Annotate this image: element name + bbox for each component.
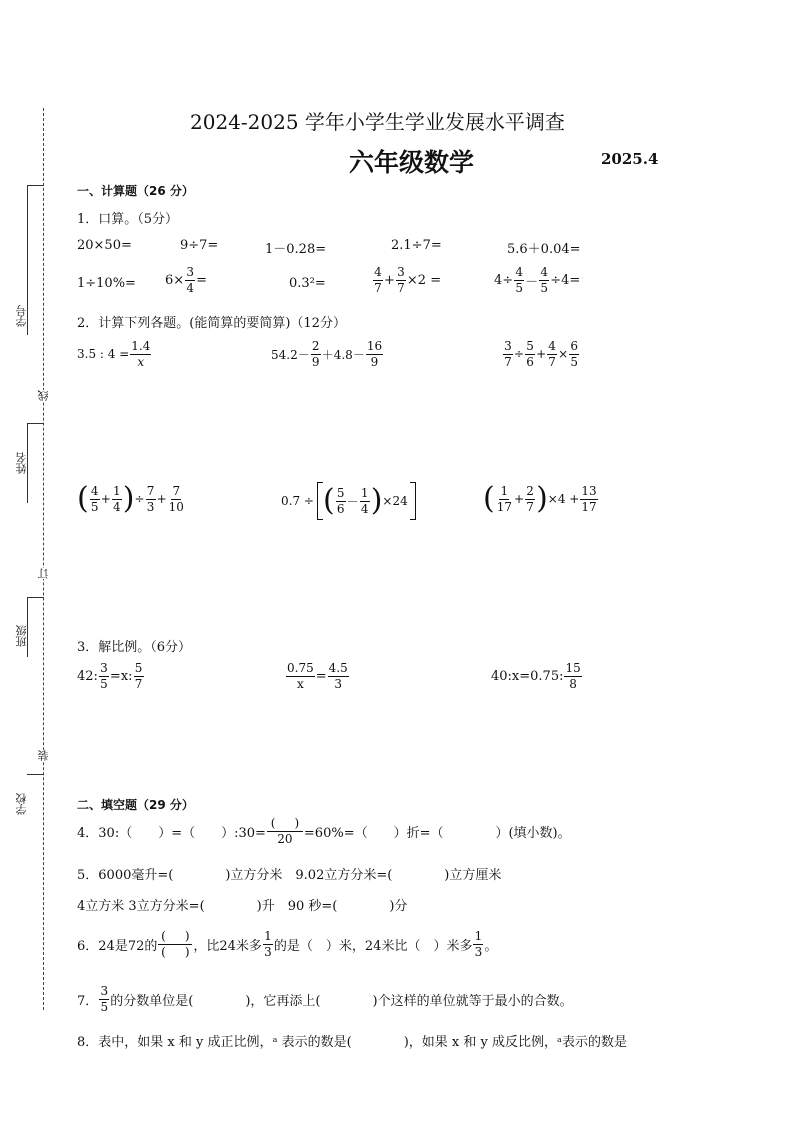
fill-question: 4立方米 3立方分米=( )升 90 秒=( )分: [77, 899, 408, 914]
proportion-expression: $\frac{0.75}{x}$ = $\frac{4.5}{3}$: [287, 661, 348, 691]
line-mark: 线: [37, 390, 50, 401]
calc-expression: 0.7 ÷ ( $\frac{5}{6}$ － $\frac{1}{4}$ ) ×24: [281, 482, 416, 520]
margin-rule: [27, 185, 44, 186]
class-label: 班级: [15, 625, 28, 647]
fill-question: 6．24是72的 $\frac{( )}{( )}$ ，比24米多 $\frac{1}{3}$ 的是（ ）米，24米比（ ）米多 $\frac{1}{3}$ 。: [77, 929, 498, 959]
proportion-expression: 40:x=0.75: $\frac{15}{8}$: [491, 661, 581, 691]
school-label: 学校: [15, 793, 28, 815]
oral-item: 0.3²=: [289, 276, 326, 291]
calc-expression: $\frac{3}{7}$ ÷ $\frac{5}{6}$ + $\frac{4}{7}$ × $\frac{6}{5}$: [504, 339, 578, 369]
exam-date: 2025.4: [601, 150, 659, 168]
calc-expression: 54.2－ $\frac{2}{9}$ ＋4.8－ $\frac{16}{9}$: [271, 339, 383, 369]
student-number-label: 学号: [15, 305, 28, 327]
fill-question: 8．表中，如果 x 和 y 成正比例，ᵃ 表示的数是( )，如果 x 和 y 成反比例，ᵃ表示的数是: [77, 1035, 627, 1050]
calc-expression: ( $\frac{1}{17}$ + $\frac{2}{7}$ ) ×4 + $\frac{13}{17}$: [483, 481, 597, 516]
fill-question: 7． $\frac{3}{5}$ 的分数单位是( )，它再添上( )个这样的单位就等于最小的合数。: [77, 984, 573, 1014]
oral-item: 2.1÷7=: [391, 238, 442, 253]
fill-question: 5．6000毫升=( )立方分米 9.02立方分米=( )立方厘米: [77, 868, 502, 883]
oral-item: $\frac{4}{7}$ + $\frac{3}{7}$ ×2 =: [374, 265, 442, 295]
question-label: 2．计算下列各题。(能简算的要简算)（12分）: [77, 316, 346, 331]
oral-item: 6× $\frac{3}{4}$ =: [165, 265, 208, 295]
exam-title: 2024-2025 学年小学生学业发展水平调查: [190, 110, 565, 134]
calc-expression: ( $\frac{4}{5}$ + $\frac{1}{4}$ ) ÷ $\frac{7}{3}$ + $\frac{7}{10}$: [77, 481, 184, 516]
margin-rule: [27, 774, 44, 775]
section-heading: 一、计算题（26 分）: [77, 184, 194, 198]
oral-item: 4÷ $\frac{4}{5}$ － $\frac{4}{5}$ ÷4=: [494, 265, 581, 295]
question-label: 1．口算。（5分）: [77, 212, 179, 227]
calc-expression: 3.5 : 4 = $\frac{1.4}{x}$: [77, 339, 151, 369]
mount-mark: 装: [37, 750, 50, 761]
oral-item: 5.6＋0.04=: [507, 242, 581, 257]
oral-item: 1－0.28=: [265, 242, 327, 257]
fill-question: 4．30:（ ）=（ ）:30= $\frac{( )}{20}$ =60%=（ ）折=（ ）(填小数)。: [77, 816, 571, 846]
bind-mark: 订: [37, 568, 50, 579]
oral-item: 20×50=: [77, 238, 132, 253]
question-label: 3．解比例。（6分）: [77, 640, 192, 655]
oral-item: 1÷10%=: [77, 276, 136, 291]
section-heading: 二、填空题（29 分）: [77, 798, 194, 812]
margin-rule: [27, 423, 44, 424]
oral-item: 9÷7=: [180, 238, 219, 253]
exam-subtitle: 六年级数学: [349, 148, 475, 177]
student-name-label: 姓名: [15, 452, 28, 474]
binding-dashed-line: [43, 108, 44, 1010]
margin-rule: [27, 597, 44, 598]
proportion-expression: 42: $\frac{3}{5}$ =x: $\frac{5}{7}$: [77, 661, 143, 691]
